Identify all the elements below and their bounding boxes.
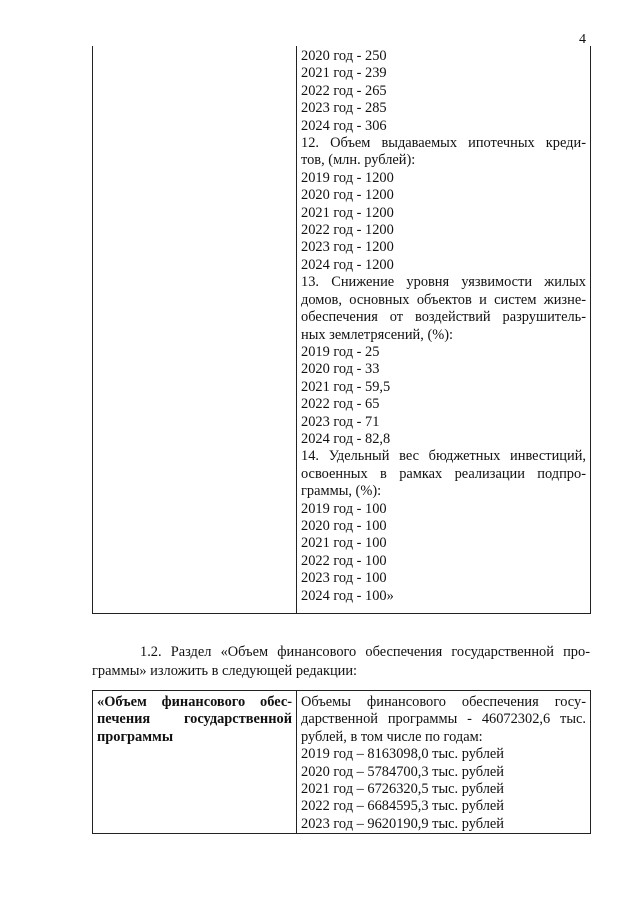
- indicators-table: [92, 46, 591, 614]
- indicator-line: 13. Снижение уровня уязвимости жилых: [301, 274, 586, 291]
- indicator-line: тов, (млн. рублей):: [301, 152, 416, 169]
- indicator-line: 2024 год - 82,8: [301, 430, 391, 447]
- funding-value-line: Объемы финансового обеспечения госу-: [301, 694, 586, 710]
- indicator-line: 2022 год - 265: [301, 82, 387, 99]
- paragraph-line-1: 1.2. Раздел «Объем финансового обеспечения государственной про-: [140, 644, 590, 660]
- funding-value-line: рублей, в том числе по годам:: [301, 728, 483, 745]
- indicator-line: освоенных в рамках реализации подпро-: [301, 465, 586, 482]
- paragraph-line-2: граммы» изложить в следующей редакции:: [92, 663, 358, 679]
- indicator-line: 2024 год - 100»: [301, 587, 394, 604]
- table-row: [93, 691, 591, 834]
- indicator-line: 2021 год - 239: [301, 65, 387, 82]
- funding-label-line: печения государственной: [97, 711, 292, 728]
- indicator-line: домов, основных объектов и систем жизне-: [301, 291, 586, 308]
- funding-value-line: 2022 год – 6684595,3 тыс. рублей: [301, 798, 504, 815]
- indicator-line: ных землетрясений, (%):: [301, 326, 454, 343]
- indicator-line: 2019 год - 25: [301, 343, 380, 360]
- page-number: 4: [579, 32, 586, 47]
- table1-right-cell: [297, 46, 591, 614]
- indicator-line: 2023 год - 100: [301, 570, 387, 587]
- indicator-line: 2023 год - 71: [301, 413, 380, 430]
- indicator-line: 2022 год - 1200: [301, 222, 394, 239]
- table-row: [93, 46, 591, 614]
- funding-label-line: «Объем финансового обес-: [97, 694, 292, 710]
- indicator-line: 2020 год - 250: [301, 48, 387, 64]
- funding-label-line: программы: [97, 728, 174, 745]
- indicator-line: 2021 год - 1200: [301, 204, 394, 221]
- funding-value-line: 2021 год – 6726320,5 тыс. рублей: [301, 781, 504, 798]
- funding-value-line: 2019 год – 8163098,0 тыс. рублей: [301, 746, 504, 763]
- indicator-line: обеспечения от воздействий разрушитель-: [301, 309, 586, 326]
- indicator-line: 2021 год - 59,5: [301, 378, 391, 395]
- funding-label-cell: [93, 691, 297, 834]
- indicator-line: 14. Удельный вес бюджетных инвестиций,: [301, 448, 586, 465]
- table1-left-cell: [93, 46, 297, 614]
- indicator-line: 2020 год - 1200: [301, 187, 394, 204]
- indicator-line: 2019 год - 100: [301, 500, 387, 517]
- funding-value-line: 2023 год – 9620190,9 тыс. рублей: [301, 815, 504, 832]
- indicator-line: 2022 год - 65: [301, 396, 380, 413]
- indicator-line: 2020 год - 33: [301, 361, 380, 378]
- indicator-line: 2023 год - 285: [301, 100, 387, 117]
- indicator-line: 2021 год - 100: [301, 535, 387, 552]
- indicator-line: 2024 год - 1200: [301, 256, 394, 273]
- indicator-line: 2019 год - 1200: [301, 169, 394, 186]
- indicator-line: 2022 год - 100: [301, 552, 387, 569]
- indicator-line: 12. Объем выдаваемых ипотечных креди-: [301, 135, 586, 152]
- funding-value-line: 2020 год – 5784700,3 тыс. рублей: [301, 763, 504, 780]
- indicator-line: граммы, (%):: [301, 483, 382, 500]
- indicator-line: 2023 год - 1200: [301, 239, 394, 256]
- amendment-paragraph: [92, 643, 590, 681]
- indicator-line: 2024 год - 306: [301, 117, 387, 134]
- funding-value-line: дарственной программы - 46072302,6 тыс.: [301, 711, 586, 728]
- indicator-line: 2020 год - 100: [301, 517, 387, 534]
- funding-table: [92, 690, 591, 834]
- funding-value-cell: [297, 691, 591, 834]
